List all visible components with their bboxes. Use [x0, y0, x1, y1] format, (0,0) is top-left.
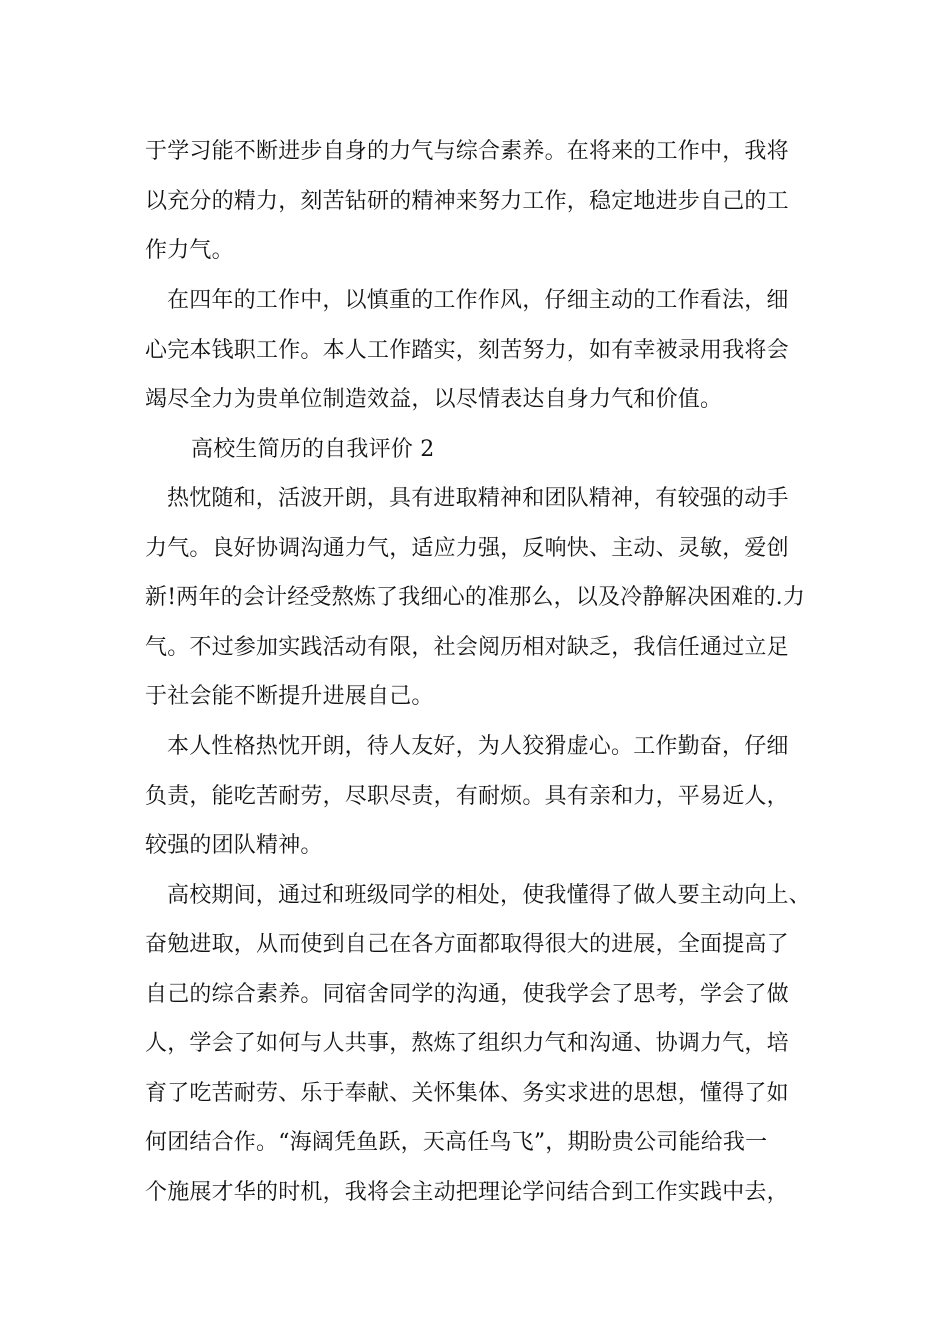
paragraph-line: 心完本钱职工作。本人工作踏实，刻苦努力，如有幸被录用我将会	[145, 338, 789, 363]
paragraph-line: 负责，能吃苦耐劳，尽职尽责，有耐烦。具有亲和力，平易近人，	[145, 784, 789, 809]
paragraph-line: 个施展才华的时机，我将会主动把理论学问结合到工作实践中去，	[145, 1180, 789, 1205]
paragraph-line: 奋勉进取，从而使到自己在各方面都取得很大的进展，全面提高了	[145, 932, 789, 957]
paragraph-line: 热忱随和，活波开朗，具有进取精神和团队精神，有较强的动手	[167, 486, 789, 511]
section-heading: 高校生简历的自我评价 2	[191, 437, 435, 462]
paragraph-line: 力气。良好协调沟通力气，适应力强，反响快、主动、灵敏，爱创	[145, 536, 789, 561]
paragraph-line: 气。不过参加实践活动有限，社会阅历相对缺乏，我信任通过立足	[145, 635, 789, 660]
paragraph-line: 以充分的精力，刻苦钻研的精神来努力工作，稳定地进步自己的工	[145, 189, 789, 214]
paragraph-line: 自己的综合素养。同宿舍同学的沟通，使我学会了思考，学会了做	[145, 982, 789, 1007]
paragraph-line: 人，学会了如何与人共事，熬炼了组织力气和沟通、协调力气，培	[145, 1031, 789, 1056]
paragraph-line: 高校期间，通过和班级同学的相处，使我懂得了做人要主动向上、	[167, 883, 811, 908]
paragraph-line: 新!两年的会计经受熬炼了我细心的准那么，以及冷静解决困难的.力	[145, 585, 806, 610]
paragraph-line: 本人性格热忱开朗，待人友好，为人狡猾虚心。工作勤奋，仔细	[167, 734, 789, 759]
paragraph-line: 竭尽全力为贵单位制造效益，以尽情表达自身力气和价值。	[145, 387, 723, 412]
document-body	[145, 0, 950, 1344]
paragraph-line: 在四年的工作中，以慎重的工作作风，仔细主动的工作看法，细	[167, 288, 789, 313]
paragraph-line: 育了吃苦耐劳、乐于奉献、关怀集体、务实求进的思想，懂得了如	[145, 1081, 789, 1106]
paragraph-line: 较强的团队精神。	[145, 833, 323, 858]
paragraph-line: 何团结合作。“海阔凭鱼跃，天高任鸟飞”，期盼贵公司能给我一	[145, 1130, 768, 1155]
paragraph-line: 于社会能不断提升进展自己。	[145, 684, 434, 709]
paragraph-line: 作力气。	[145, 238, 234, 263]
paragraph-line: 于学习能不断进步自身的力气与综合素养。在将来的工作中，我将	[145, 139, 789, 164]
